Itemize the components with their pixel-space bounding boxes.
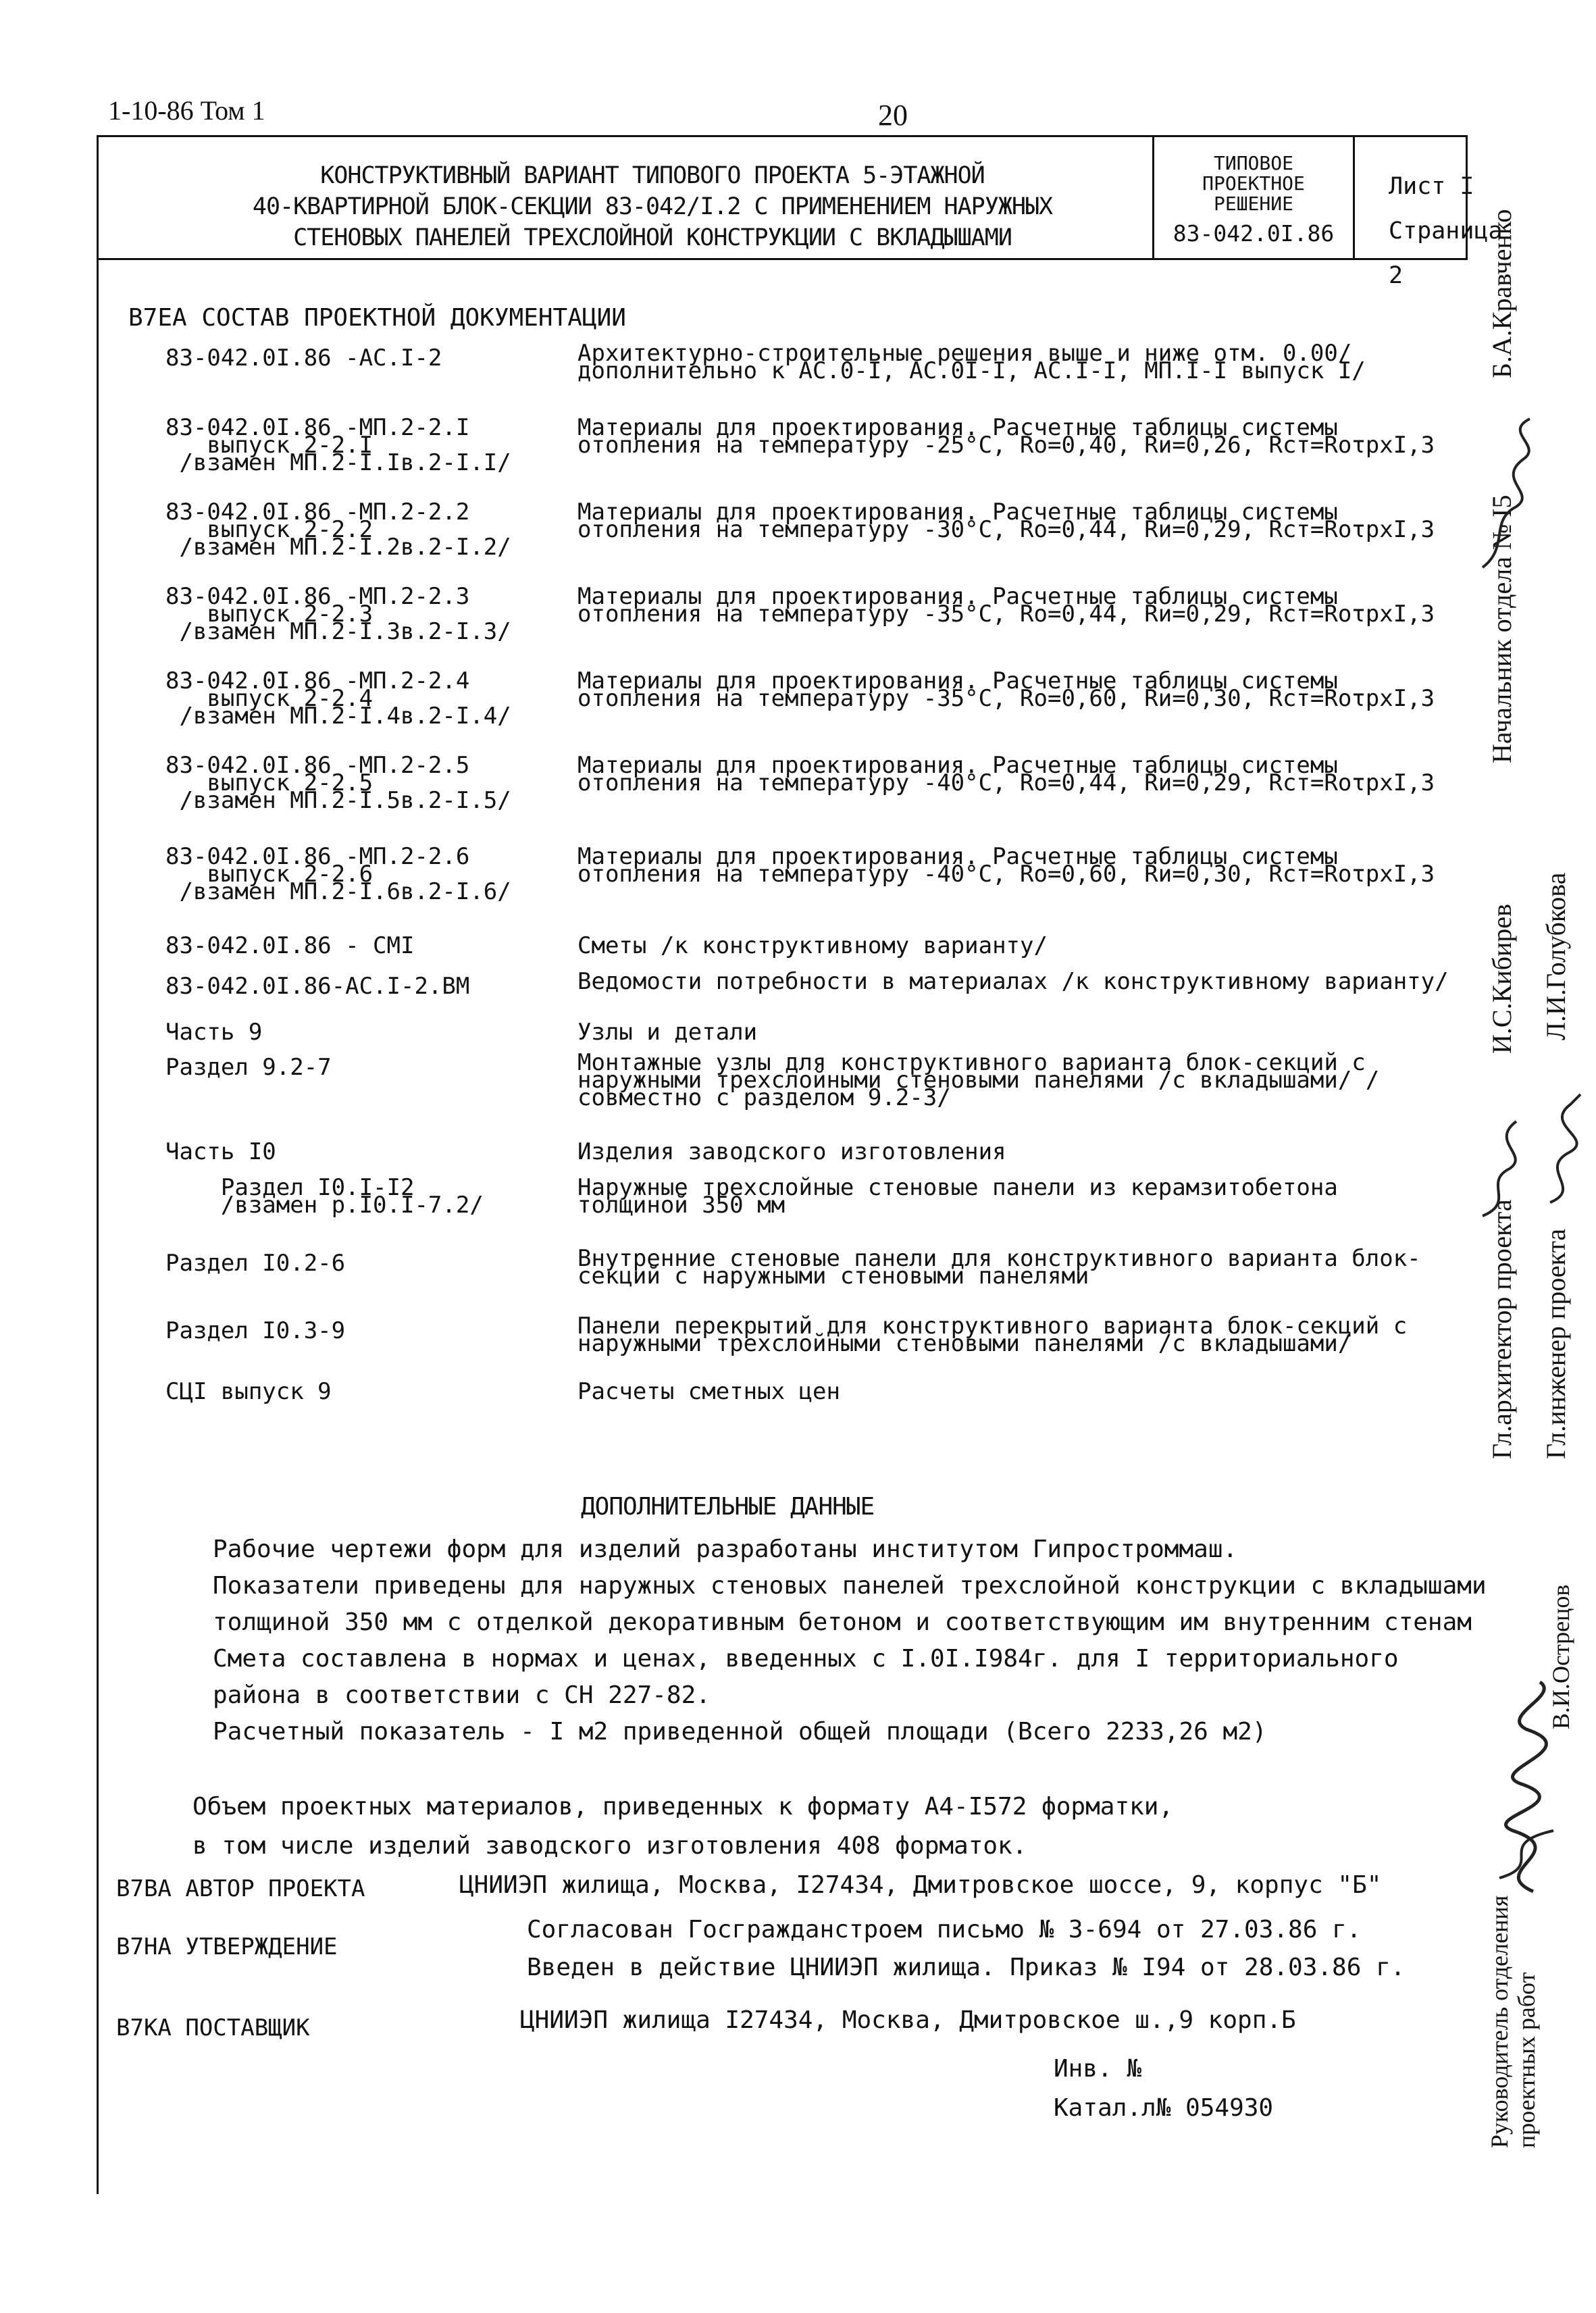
- composition-code: 83-042.0I.86 -МП.2-2.4 выпуск 2-2.4 /взамен МП.2-I.4в.2-I.4/: [165, 667, 511, 730]
- composition-description: Монтажные узлы для конструктивного варианта блок-секций с наружными трехслойными стеновыми панелями /с вкладышами/ /совместно с разделом 9.2-3/: [577, 1049, 1380, 1111]
- approval-label: В7НА УТВЕРЖДЕНИЕ: [116, 1933, 338, 1960]
- chief-engineer-label: Гл.инженер проекта: [1541, 1228, 1571, 1459]
- sheet-number: Лист I: [1389, 173, 1474, 200]
- composition-title: В7ЕА СОСТАВ ПРОЕКТНОЙ ДОКУМЕНТАЦИИ: [128, 304, 626, 332]
- extra-line: Показатели приведены для наружных стеновых панелей трехслойной конструкции с вкладышами: [213, 1572, 1487, 1600]
- extra-line: Расчетный показатель - I м2 приведенной общей площади (Всего 2233,26 м2): [213, 1718, 1267, 1746]
- composition-description: Ведомости потребности в материалах /к конструктивному варианту/: [577, 968, 1449, 995]
- project-title: КОНСТРУКТИВНЫЙ ВАРИАНТ ТИПОВОГО ПРОЕКТА 5-ЭТАЖНОЙ 40-КВАРТИРНОЙ БЛОК-СЕКЦИИ 83-042/I.2 С ПРИМЕНЕНИЕМ НАРУЖНЫХ СТЕНОВЫХ ПАНЕЛЕЙ ТРЕХСЛОЙНОЙ КОНСТРУКЦИИ С ВКЛАДЫШАМИ: [252, 162, 1053, 251]
- chief-architect-label: Гл.архитектор проекта: [1487, 1199, 1517, 1459]
- composition-code: 83-042.0I.86 -АС.I-2: [165, 345, 442, 372]
- composition-description: Материалы для проектирования. Расчетные таблицы системы отопления на температуру -30°С, Ro=0,44, Rи=0,29, Rст=RoτpxI,3: [577, 499, 1435, 543]
- composition-description: Материалы для проектирования. Расчетные таблицы системы отопления на температуру -25°С, Ro=0,40, Rи=0,26, Rст=RoτpxI,3: [577, 414, 1435, 459]
- solution-type-cell: ТИПОВОЕ ПРОЕКТНОЕ РЕШЕНИЕ 83-042.0I.86: [1152, 137, 1355, 258]
- page-label: Страница 2: [1389, 218, 1503, 289]
- division-head-label: Руководитель отделения проектных работ: [1486, 1895, 1540, 2148]
- composition-description: Внутренние стеновые панели для конструктивного варианта блок-секций с наружными стеновыми панелями: [577, 1245, 1421, 1290]
- head-of-dept-name: Б.А.Кравченко: [1487, 209, 1517, 378]
- signature-kravchenko: [1469, 405, 1550, 581]
- composition-description: Расчеты сметных цен: [577, 1378, 840, 1405]
- composition-code: 83-042.0I.86 -МП.2-2.I выпуск 2-2.I /взамен МП.2-I.Iв.2-I.I/: [165, 414, 511, 476]
- composition-description: Панели перекрытий для конструктивного варианта блок-секций с наружными трехслойными стеновыми панелями /с вкладышами/: [577, 1313, 1408, 1357]
- composition-code: Часть 9: [165, 1019, 263, 1046]
- head-of-dept-label: Начальник отдела № I5: [1487, 494, 1517, 763]
- extra-line: толщиной 350 мм с отделкой декоративным бетоном и соответствующим им внутренним стенам: [213, 1608, 1472, 1636]
- composition-description: Сметы /к конструктивному варианту/: [577, 932, 1048, 959]
- composition-code: Часть I0: [165, 1138, 276, 1165]
- composition-code: 83-042.0I.86 -МП.2-2.6 выпуск 2-2.6 /взамен МП.2-I.6в.2-I.6/: [165, 843, 511, 905]
- composition-description: Архитектурно-строительные решения выше и ниже отм. 0.00/дополнительно к АС.0-I, АС.0I-I, АС.I-I, МП.I-I выпуск I/: [577, 340, 1366, 384]
- composition-description: Наружные трехслойные стеновые панели из керамзитобетона толщиной 350 мм: [577, 1174, 1338, 1219]
- supplier-value: ЦНИИЭП жилища I27434, Москва, Дмитровское ш.,9 корп.Б: [520, 2006, 1296, 2034]
- signature-kibirev: [1469, 1108, 1537, 1223]
- composition-description: Материалы для проектирования. Расчетные таблицы системы отопления на температуру -40°С, Ro=0,44, Rи=0,29, Rст=RoτpxI,3: [577, 752, 1435, 796]
- composition-code: СЦI выпуск 9: [165, 1378, 332, 1405]
- page-number: 20: [878, 99, 908, 132]
- chief-architect-name: И.С.Кибирев: [1487, 903, 1517, 1054]
- composition-code: 83-042.0I.86 -МП.2-2.3 выпуск 2-2.3 /взамен МП.2-I.3в.2-I.3/: [165, 583, 511, 645]
- composition-code: 83-042.0I.86 -МП.2-2.2 выпуск 2-2.2 /взамен МП.2-I.2в.2-I.2/: [165, 499, 511, 561]
- composition-description: Изделия заводского изготовления: [577, 1138, 1006, 1165]
- composition-description: Материалы для проектирования. Расчетные таблицы системы отопления на температуру -35°С, Ro=0,44, Rи=0,29, Rст=RoτpxI,3: [577, 583, 1435, 628]
- author-label: В7ВА АВТОР ПРОЕКТА: [116, 1875, 365, 1902]
- extra-line: района в соответствии с СН 227-82.: [213, 1681, 711, 1709]
- signature-golubkova: [1530, 1088, 1596, 1209]
- composition-description: Материалы для проектирования. Расчетные таблицы системы отопления на температуру -35°С, Ro=0,60, Rи=0,30, Rст=RoτpxI,3: [577, 667, 1435, 712]
- extra-line: Смета составлена в нормах и ценах, введенных с I.0I.I984г. для I территориального: [213, 1645, 1399, 1673]
- volume-line: Объем проектных материалов, приведенных к формату А4-I572 форматки,: [192, 1793, 1174, 1821]
- division-head-name: В.И.Острецов: [1547, 1584, 1574, 1729]
- composition-code: Раздел I0.2-6: [165, 1250, 346, 1277]
- solution-code: 83-042.0I.86: [1173, 220, 1335, 247]
- composition-code: Раздел 9.2-7: [165, 1054, 332, 1081]
- composition-code: 83-042.0I.86 - СМI: [165, 932, 415, 959]
- signature-ostretsov: [1472, 1675, 1596, 1898]
- composition-description: Узлы и детали: [577, 1019, 758, 1046]
- series-label: 1-10-86 Том 1: [108, 95, 265, 126]
- chief-engineer-name: Л.И.Голубкова: [1541, 872, 1571, 1040]
- author-value: ЦНИИЭП жилища, Москва, I27434, Дмитровское шоссе, 9, корпус "Б": [459, 1871, 1382, 1899]
- approval-line: Согласован Госгражданстроем письмо № 3-694 от 27.03.86 г.: [527, 1916, 1362, 1943]
- extra-title: ДОПОЛНИТЕЛЬНЫЕ ДАННЫЕ: [581, 1493, 875, 1521]
- volume-line: в том числе изделий заводского изготовления 408 форматок.: [192, 1832, 1027, 1860]
- composition-description: Материалы для проектирования. Расчетные таблицы системы отопления на температуру -40°С, Ro=0,60, Rи=0,30, Rст=RoτpxI,3: [577, 843, 1435, 888]
- composition-code: Раздел I0.I-I2 /взамен р.I0.I-7.2/: [220, 1174, 484, 1219]
- composition-code: Раздел I0.3-9: [165, 1317, 346, 1344]
- composition-code: 83-042.0I.86-АС.I-2.ВМ: [165, 973, 470, 1000]
- extra-line: Рабочие чертежи форм для изделий разработаны институтом Гипростроммаш.: [213, 1535, 1238, 1563]
- composition-code: 83-042.0I.86 -МП.2-2.5 выпуск 2-2.5 /взамен МП.2-I.5в.2-I.5/: [165, 752, 511, 814]
- approval-line: Введен в действие ЦНИИЭП жилища. Приказ № I94 от 28.03.86 г.: [527, 1954, 1406, 1981]
- inventory-label: Инв. №: [1054, 2055, 1142, 2083]
- supplier-label: В7КА ПОСТАВЩИК: [116, 2014, 310, 2041]
- title-block: [97, 135, 1503, 289]
- catalog-label: Катал.л№ 054930: [1054, 2094, 1274, 2122]
